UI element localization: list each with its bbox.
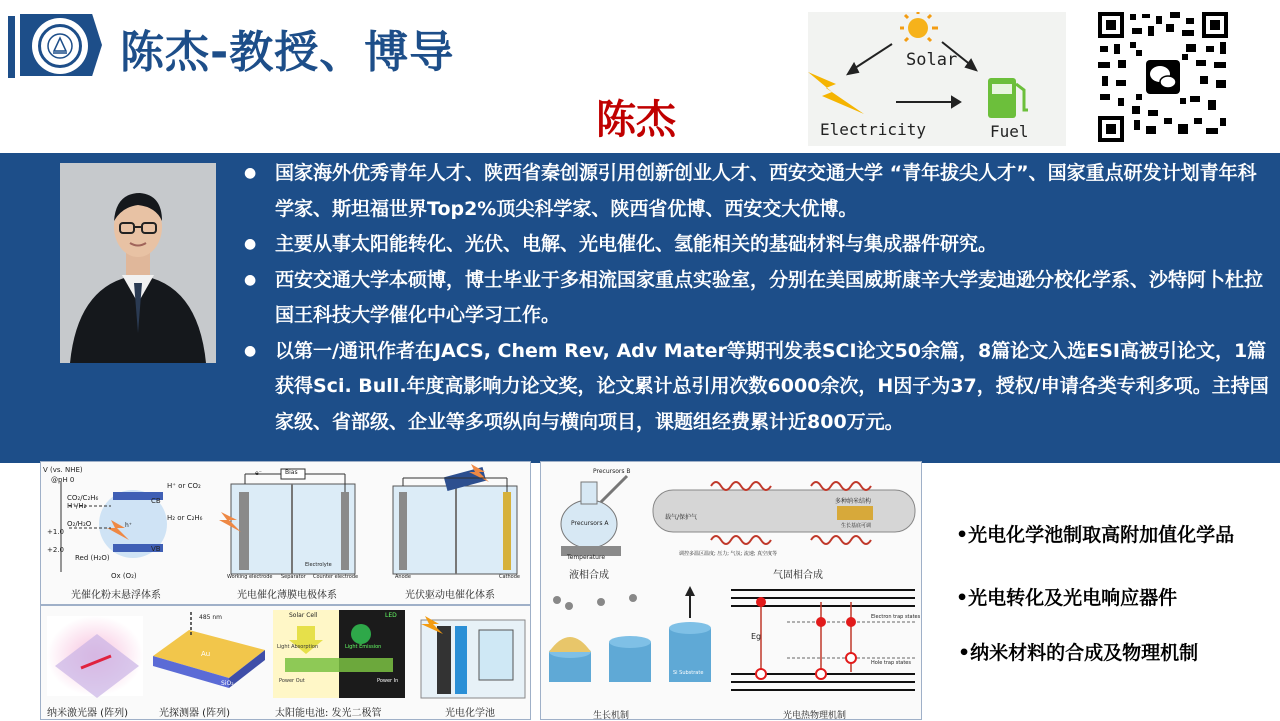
fuel-pump-icon bbox=[988, 78, 1028, 118]
caption-nano-laser: 纳米激光器 (阵列) bbox=[47, 708, 128, 719]
professor-name: 陈杰 bbox=[596, 97, 676, 143]
sun-icon bbox=[900, 12, 938, 41]
fig-label-eg: Eg bbox=[751, 632, 762, 641]
fig-label-precursors-a: Precursors A bbox=[571, 520, 609, 527]
caption-photodetector: 光探测器 (阵列) bbox=[159, 708, 230, 719]
research-point-optoelectronic-devices: •光电转化及光电响应器件 bbox=[956, 587, 1178, 609]
fuel-label: Fuel bbox=[990, 122, 1029, 141]
bio-bullet-list bbox=[240, 156, 1270, 440]
nanomaterials-synthesis-figure bbox=[540, 461, 922, 720]
fig-label-counter-electrode: Counter electrode bbox=[313, 574, 359, 580]
fig-label-ph: @pH 0 bbox=[51, 476, 75, 484]
fig-label-carrier-gas: 载气/保护气 bbox=[665, 514, 698, 521]
fig-label-o2: O₂/H₂O bbox=[67, 520, 92, 528]
fig-label-plus1: +1.0 bbox=[47, 528, 64, 536]
fig-label-working-electrode: Working electrode bbox=[227, 574, 273, 580]
fig-label-485nm: 485 nm bbox=[199, 614, 223, 621]
photocatalysis-systems-figure bbox=[40, 461, 531, 605]
caption-liquid-synthesis: 液相合成 bbox=[569, 570, 609, 581]
electricity-label: Electricity bbox=[820, 120, 926, 139]
fig-label-hole-trap: Hole trap states bbox=[871, 660, 911, 666]
university-logo bbox=[32, 18, 88, 74]
fig-label-cb: CB bbox=[151, 497, 161, 505]
arrow-solar-to-electricity bbox=[852, 44, 892, 70]
logo-accent-bar bbox=[8, 16, 15, 78]
caption-solar-led: 太阳能电池: 发光二极管 bbox=[275, 708, 382, 719]
bio-bullet-honors: ● 国家海外优秀青年人才、陕西省秦创源引用创新创业人才、西安交通大学 “青年拔尖人才”、国家重点研发计划青年科学家、斯坦福世界Top2%顶尖科学家、陕西省优博、西安交大优博。 bbox=[240, 156, 1270, 227]
fig-label-h2-c2h6: H₂ or C₂H₆ bbox=[167, 514, 203, 522]
fig-label-solar-cell: Solar Cell bbox=[289, 612, 318, 619]
fig-label-temperature: Temperature bbox=[567, 554, 606, 561]
caption-powder-suspension: 光催化粉末悬浮体系 bbox=[71, 590, 161, 601]
fig-label-ox: Ox (O₂) bbox=[111, 572, 137, 580]
wechat-qr-code[interactable] bbox=[1096, 10, 1230, 144]
bio-bullet-research: ● 主要从事太阳能转化、光伏、电解、光电催化、氢能相关的基础材料与集成器件研究。 bbox=[240, 227, 1270, 263]
fig-label-power-in: Power In bbox=[377, 678, 399, 684]
fig-label-bias: Bias bbox=[285, 469, 298, 476]
wechat-icon bbox=[1146, 60, 1180, 94]
fig-label-precursors-b: Precursors B bbox=[593, 468, 631, 475]
solar-label: Solar bbox=[906, 50, 958, 70]
portrait-graphic bbox=[60, 163, 216, 363]
fig-label-red: Red (H₂O) bbox=[75, 554, 110, 562]
energy-conversion-diagram bbox=[808, 12, 1066, 146]
fig-label-electron: e⁻ bbox=[255, 470, 262, 477]
fig-label-hole: h⁺ bbox=[125, 522, 132, 529]
university-seal-icon bbox=[38, 24, 82, 68]
fig-label-light-absorption: Light Absorption bbox=[277, 644, 319, 650]
fig-label-power-out: Power Out bbox=[279, 678, 305, 684]
caption-thin-film-electrode: 光电催化薄膜电极体系 bbox=[237, 590, 337, 601]
fig-label-anode: Anode bbox=[395, 574, 411, 580]
fig-label-plus2: +2.0 bbox=[47, 546, 64, 554]
fig-label-electron-trap: Electron trap states bbox=[871, 614, 921, 620]
fig-label-nanostructures: 多种纳米结构 bbox=[835, 498, 872, 505]
qr-code-graphic bbox=[1096, 10, 1230, 144]
caption-pv-electrocatalysis: 光伏驱动电催化体系 bbox=[405, 590, 495, 601]
caption-photothermal-mechanism: 光电热物理机制 bbox=[783, 711, 847, 721]
fig-label-au: Au bbox=[201, 650, 211, 658]
bio-bullet-education: ● 西安交通大学本硕博，博士毕业于多相流国家重点实验室，分别在美国威斯康辛大学麦迪逊分校化学系、沙特阿卜杜拉国王科技大学催化中心学习工作。 bbox=[240, 263, 1270, 334]
caption-vapor-synthesis: 气固相合成 bbox=[773, 570, 823, 581]
research-point-pec-chemicals: •光电化学池制取高附加值化学品 bbox=[956, 524, 1235, 546]
fig-label-vb: VB bbox=[151, 545, 161, 553]
fig-label-h2: H⁺/H₂ bbox=[67, 502, 87, 510]
fig-label-light-emission: Light Emission bbox=[345, 644, 382, 650]
lightning-icon bbox=[808, 72, 864, 114]
caption-growth-mechanism: 生长机制 bbox=[593, 711, 630, 721]
fig-label-separator: Separator bbox=[281, 574, 306, 580]
fig-label-hplus-co2: H⁺ or CO₂ bbox=[167, 482, 201, 490]
fig-label-cathode: Cathode bbox=[499, 574, 520, 580]
optoelectronic-devices-figure bbox=[40, 605, 531, 720]
fig-label-sio2: SiO₂ bbox=[221, 680, 234, 687]
page-title: 陈杰-教授、博导 bbox=[120, 27, 455, 78]
fig-label-electrolyte: Electrolyte bbox=[305, 562, 332, 568]
fig-label-vnhe: V (vs. NHE) bbox=[43, 466, 83, 474]
caption-pec-cell: 光电化学池 bbox=[445, 708, 495, 719]
professor-portrait bbox=[60, 163, 216, 363]
research-point-nanomaterials: •纳米材料的合成及物理机制 bbox=[958, 642, 1199, 664]
fig-label-si-substrate: Si Substrate bbox=[673, 670, 704, 676]
photocatalysis-figure-graphic bbox=[41, 462, 532, 606]
fig-label-substrate-tunable: 生长基底可调 bbox=[841, 523, 872, 529]
bio-bullet-publications: ● 以第一/通讯作者在JACS, Chem Rev, Adv Mater等期刊发表SCI论文50余篇，8篇论文入选ESI高被引论文，1篇获得Sci. Bull.年度高影响力论文奖，论文累计总引用次数6000余次，H因子为37，授权/申请各类专利多项。主持国家级、省部级、企业等多项纵向与横向项目，课题组经费累计近800万元。 bbox=[240, 334, 1270, 441]
fig-label-led: LED bbox=[385, 612, 397, 619]
fig-label-co2: CO₂/C₂H₆ bbox=[67, 494, 99, 502]
fig-label-conditions: 调控多温区温度; 压力; 气氛; 流速; 真空度等 bbox=[679, 551, 778, 557]
